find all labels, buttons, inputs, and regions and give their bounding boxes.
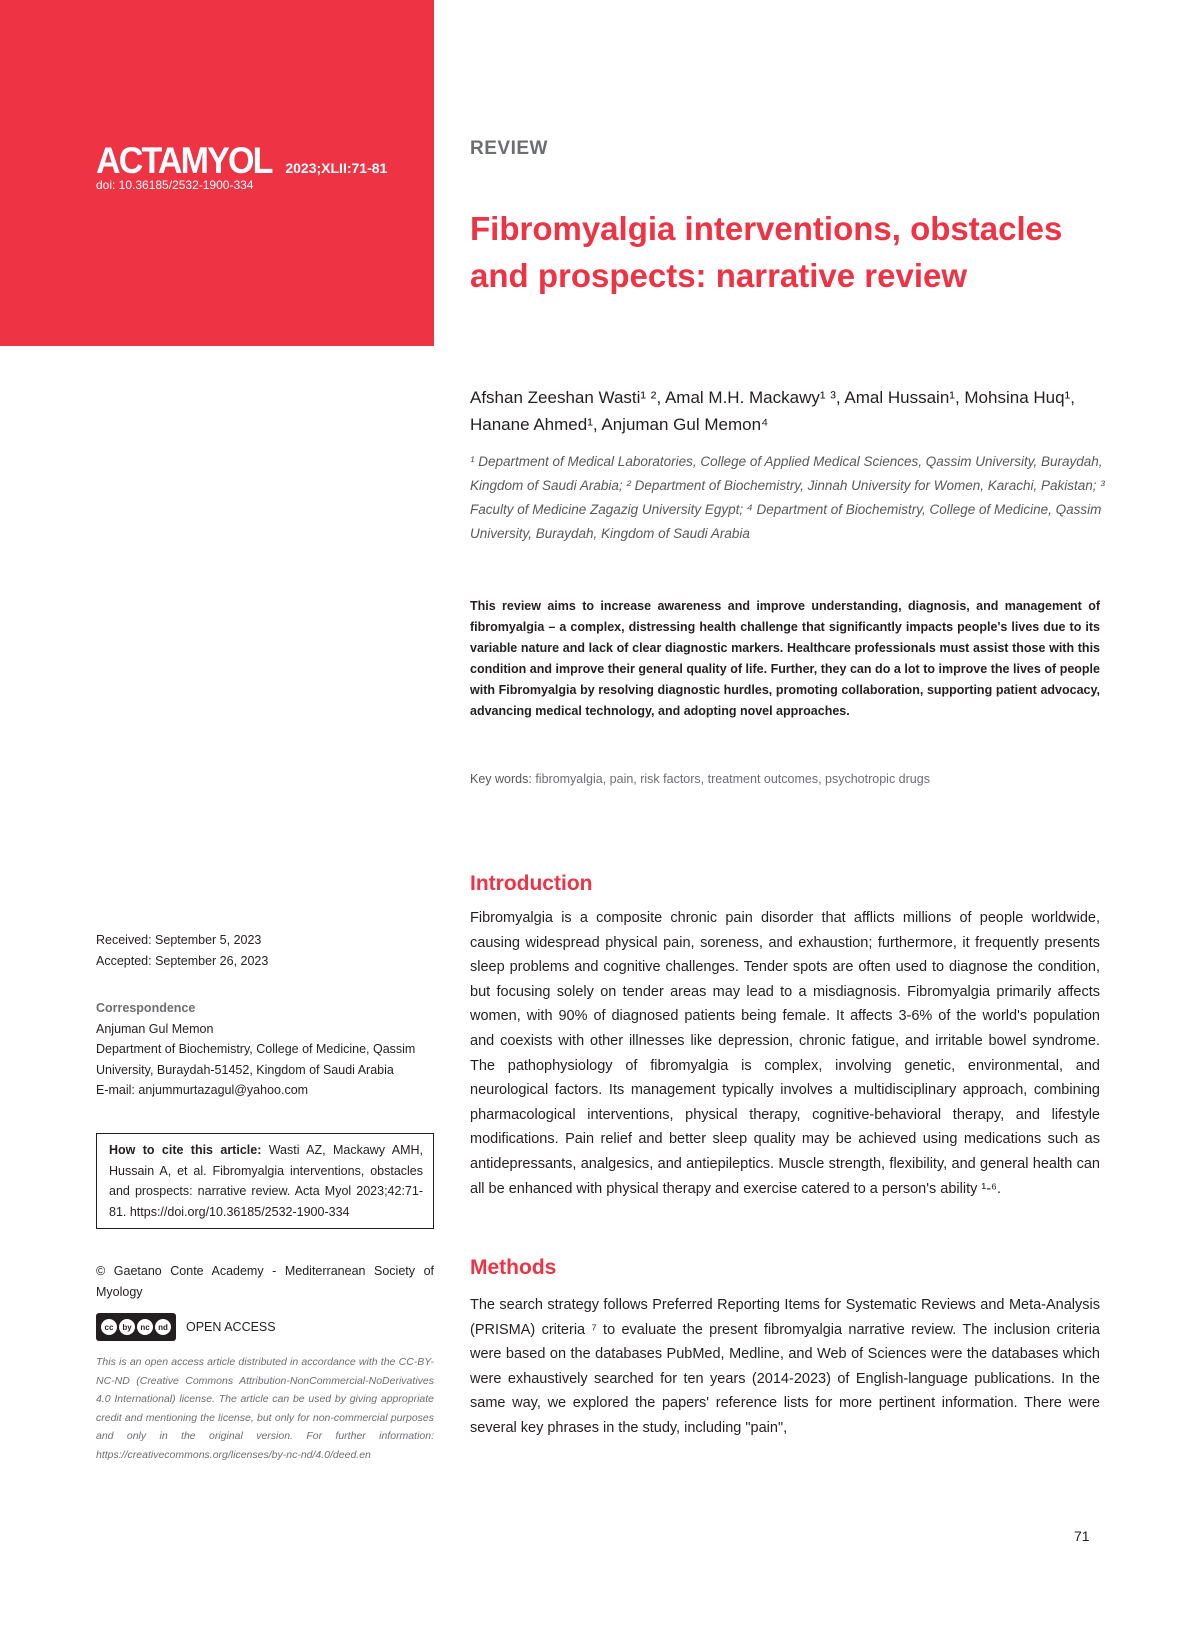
by-icon: by [119,1319,135,1335]
correspondence-email[interactable]: E-mail: anjummurtazagul@yahoo.com [96,1083,309,1097]
author-list: Afshan Zeeshan Wasti¹ ², Amal M.H. Mackawy¹ ³, Amal Hussain¹, Mohsina Huq¹, Hanane Ahmed¹, Anjuman Gul Memon⁴ [470,388,1075,434]
correspondence-name: Anjuman Gul Memon [96,1021,214,1036]
correspondence [96,998,434,1101]
keywords-label: Key words: [470,772,532,786]
cc-license-icon[interactable] [96,1313,176,1341]
journal-issue: 2023;XLII:71-81 [285,160,388,176]
keywords [470,772,1110,786]
methods-heading: Methods [470,1256,557,1279]
citation-label: How to cite this article: [109,1143,262,1157]
citation-box [96,1133,434,1229]
article-type: REVIEW [470,138,548,159]
introduction-text: Fibromyalgia is a composite chronic pain disorder that afflicts millions of people worldwide, causing widespread physical pain, soreness, and exhaustion; furthermore, it frequently presents sleep problems and cognitive challenges. Tender spots are often used to diagnose the condition, but focusing solely on tender areas may lead to a misdiagnosis. Fibromyalgia primarily affects women, with 90% of diagnosed patients being female. It affects 3-6% of the world's population and coexists with other illnesses like depression, chronic fatigue, and irritable bowel syndrome. The pathophysiology of fibromyalgia is complex, involving genetic, environmental, and neurological factors. Its management typically involves a multidisciplinary approach, combining pharmacological interventions, physical therapy, cognitive-behavioral therapy, and lifestyle modifications. Pain relief and better sleep quality may be achieved using medications such as antidepressants, analgesics, and antiepileptics. Muscle strength, flexibility, and general health can all be enhanced with physical therapy and exercise catered to a person's ability ¹-⁶. [470,910,1100,1197]
dates [96,930,434,971]
journal-doi: doi: 10.36185/2532-1900-334 [96,178,254,192]
introduction-heading: Introduction [470,872,593,895]
license-text: This is an open access article distributed in accordance with the CC-BY-NC-ND (Creative Commons Attribution-NonCommercial-NoDerivatives 4.0 International) license. The article can be used by giving appropriate credit and mentioning the license, but only for non-commercial purposes and only in the original version. For further information: https://creativecommons.org/licenses/by-nc-nd/4.0/deed.en [96,1356,434,1461]
correspondence-address: Department of Biochemistry, College of Medicine, Qassim University, Buraydah-51452, Kingdom of Saudi Arabia [96,1042,416,1077]
cc-icon: cc [101,1319,117,1335]
nc-icon: nc [137,1319,153,1335]
received-date: Received: September 5, 2023 [96,933,262,947]
open-access-row [96,1312,276,1342]
open-access-label: OPEN ACCESS [186,1320,276,1334]
abstract: This review aims to increase awareness and improve understanding, diagnosis, and management of fibromyalgia – a complex, distressing health challenge that significantly impacts people's lives due to its variable nature and lack of clear diagnostic markers. Healthcare professionals must assist those with this condition and improve their general quality of life. Further, they can do a lot to improve the lives of people with Fibromyalgia by resolving diagnostic hurdles, promoting collaboration, supporting patient advocacy, advancing medical technology, and adopting novel approaches. [470,599,1100,718]
accepted-date: Accepted: September 26, 2023 [96,953,269,968]
journal-logo: ACTAMYOL [96,140,272,181]
copyright: © Gaetano Conte Academy - Mediterranean Society of Myology [96,1264,434,1299]
journal-header [96,140,387,192]
nd-icon: nd [155,1319,171,1335]
page-number: 71 [1074,1528,1090,1544]
keywords-text: fibromyalgia, pain, risk factors, treatment outcomes, psychotropic drugs [535,772,930,786]
citation-text[interactable]: Wasti AZ, Mackawy AMH, Hussain A, et al. Fibromyalgia interventions, obstacles and prospects: narrative review. Acta Myol 2023;42:71-81. https://doi.org/10.36185/2532-1900-334 [109,1143,423,1219]
affiliations: ¹ Department of Medical Laboratories, College of Applied Medical Sciences, Qassim University, Buraydah, Kingdom of Saudi Arabia; ² Department of Biochemistry, Jinnah University for Women, Karachi, Pakistan; ³ Faculty of Medicine Zagazig University Egypt; ⁴ Department of Biochemistry, College of Medicine, Qassim University, Buraydah, Kingdom of Saudi Arabia [470,454,1105,541]
article-title: Fibromyalgia interventions, obstacles and prospects: narrative review [470,210,1063,294]
correspondence-label: Correspondence [96,1001,196,1015]
methods-text: The search strategy follows Preferred Reporting Items for Systematic Reviews and Meta-Analysis (PRISMA) criteria ⁷ to evaluate the present fibromyalgia narrative review. The inclusion criteria were based on the databases PubMed, Medline, and Web of Sciences were the databases which were exhaustively searched for ten years (2014-2023) of English-language publications. In the same way, we explored the papers' reference lists for more pertinent information. There were several key phrases in the study, including "pain", [470,1297,1100,1436]
